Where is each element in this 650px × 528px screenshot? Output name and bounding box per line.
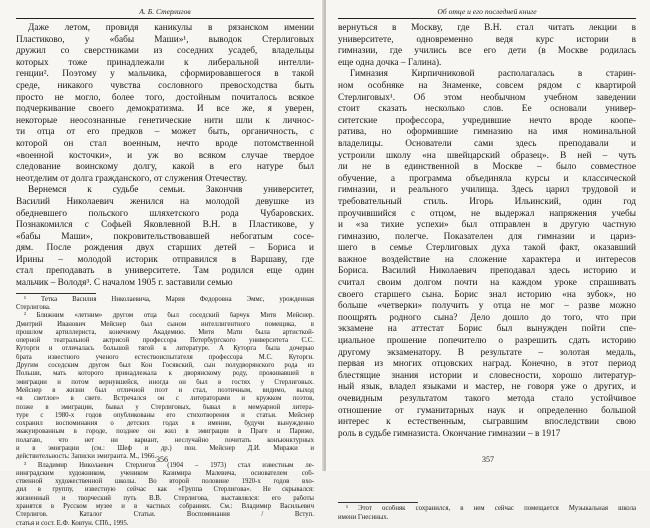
head-rule-right — [338, 18, 636, 19]
text-line: интерес к естественным, сыгравшим впоследствии свою — [338, 417, 636, 428]
footnote-line: Другим соседским другом был Кон Госявский, сын полудворянского рода из — [16, 362, 314, 370]
text-line: устроили школу «на швейцарский образец». В ней – чуть — [338, 150, 636, 161]
footnote-line: и в эмиграции (см.: Шеф и др.) пон. Мейснер Д.И. Миражи и — [16, 445, 314, 452]
text-line: мальчик – Володя³. С началом 1905 г. заставили семью — [16, 278, 233, 289]
footnote-line: Стерлигова. — [16, 303, 51, 311]
text-line: стал преподавать в университете. Там родился еще один — [16, 266, 314, 277]
text-line: больше «четверки» получить у отца не мог – разве можно — [338, 301, 636, 312]
left-page — [0, 0, 324, 527]
text-line: ратива, но оформившие гимназию на имя номинальной — [338, 127, 636, 138]
page-number-left: 356 — [156, 455, 168, 464]
footnote-line: статья и сост. Е.Ф. Ковтун. СПб., 1995. — [16, 519, 129, 527]
text-line: ли не в единственной в Москве – было совместное — [338, 162, 636, 173]
footnote-rule-left — [16, 293, 96, 294]
text-line: которых тоже принадлежали к либеральной интелли- — [16, 57, 314, 68]
text-line: первая из многих отцовских наград. Конечно, в этот период — [338, 359, 636, 370]
text-line: еще одна дочка – Галина). — [338, 57, 442, 68]
footnote-line: жизненный и творческий путь В.В. Стерлигова, выставлялся: его работы — [16, 494, 314, 502]
text-line: гимназии, и реального училища. Здесь царил трудовой и — [338, 185, 636, 196]
text-line: университете, одновременно ведя курс истории в — [338, 34, 636, 45]
text-line: просто не могло, более того, достойным почиталось всякое — [16, 92, 314, 103]
footnote-line: «в светлое» в свете. Встречался он с литераторами и кружком поэтов, — [16, 395, 314, 403]
text-line: блестящие знания истории и словесности, хорошо литератур- — [338, 370, 636, 381]
left-body-text — [16, 23, 314, 290]
footnote-line: оперной театральной актрисой профессора Петербургского университета С.С. — [16, 337, 314, 345]
text-line: генции². Поэтому у мальчика, сформировавшегося в такой — [16, 69, 314, 80]
footnote-line: Куторги и отличалась большой тягой к литературе. А Куторга была дочерью — [16, 345, 314, 353]
text-line: циальное прошение попечителю о разрешить сдать историю — [338, 336, 636, 347]
footnote-line: Стерлигов. Каталог Статьи. Воспоминания / Вступ. — [16, 511, 314, 519]
text-line: дям. После рождения двух старших детей – Бориса и — [16, 243, 314, 254]
footnote-line: Польши, мать которого принадлежала к дворянскому роду, проживавшей в — [16, 370, 314, 378]
text-line: обедневшего польского шляхетского рода Чубаровских. — [16, 208, 314, 219]
text-line: очевидным результатом такого метода стало устойчивое — [338, 394, 636, 404]
footnote-line: хранятся в Русском музее и в частных собраниях. См.: Владимир Васильевич — [16, 503, 314, 511]
text-line: дружил со сверстниками из соседних усадеб, владельцы — [16, 46, 314, 57]
right-body-text — [338, 23, 636, 440]
footnote-line: Мейснер в жизни был отличной поэт и стал, поэтичным, видимо, выход — [16, 386, 314, 394]
text-line: Познакомился с Софьей Яковлевной В.Н. в Пластикове, у — [16, 220, 314, 231]
footnote-line: полагаю, что нет ни вариант, неслучайно почитать конъюнктурных — [16, 436, 314, 444]
text-line: неотделим от долга гражданского, от служения Отечеству. — [16, 173, 248, 184]
text-line: своего старшего сына. Борис знал историю «на зубок», но — [338, 289, 636, 300]
text-line: «бабы Маши», покровительствовавшей небогатым сосе- — [16, 231, 314, 242]
text-line: экзамене на аттестат Борис был вынужден пойти спе- — [338, 324, 636, 335]
footnote-line: ¹ Этот особняк сохранился, в нем сейчас помещается Музыкальная школа — [346, 505, 636, 513]
text-line: роль в судьбе гимназиста. Окончание гимназии – в 1917 — [338, 428, 561, 439]
footnote-line: позже в эмиграции, бывал у Стерлиговых, бывал в мемуарной литера- — [16, 403, 314, 411]
text-line: шего в семье Стерлиговых духа такой факт, оказавший — [338, 243, 636, 254]
footnote-line: прошлом артиллериста, конечному Академию. Митя Мати была артисткой- — [16, 328, 314, 336]
text-line: и «за тихие успехи» был отправлен в другую частную — [338, 220, 636, 231]
footnote-line: ³ Владимир Николаевич Стерлигов (1904 – 1973) стал известным ле- — [24, 461, 314, 469]
text-line: Василий Николаевич женился на молодой девушке из — [16, 196, 314, 207]
footnote-line: ¹ Тетка Василия Николаевича, Мария Федоровна Эммс, урожденная — [24, 295, 314, 303]
footnote-line: брата известного ученого естествоиспытателя профессора М.С. Куторги. — [16, 353, 314, 361]
running-head-right: Об отце и его последней книге — [437, 7, 537, 16]
text-line: требовательный стиль. Игорь Ильинский, один год — [338, 196, 636, 207]
footnote-rule-right — [338, 502, 418, 503]
text-line: поощрять родного сына? Дело дошло до того, что при — [338, 312, 636, 323]
footnote-line: туре с 1980-х годов опубликованы его стихотворения и статьи. Мейснер — [16, 411, 314, 419]
text-line: вернуться в Москву, где В.Н. стал читать лекции в — [338, 23, 636, 33]
text-line: Стерлиговых¹. Об этом необычном учебном заведении — [338, 92, 636, 103]
text-line: отношение от гуманитарных наук и определенно большой — [338, 405, 636, 416]
left-footnotes — [16, 296, 314, 528]
text-line: Бориса. Василий Николаевич преподавал здесь историю и — [338, 266, 636, 277]
text-line: подчеркивание своего демократизма. И все же, я уверен, — [16, 104, 314, 115]
footnote-line: эвакуированным в городе, позднее он жил в эмиграции в Праге и Париже, — [16, 428, 314, 436]
text-line: Пластиково, у «бабы Маши»¹, выводок Стерлиговых — [16, 34, 314, 45]
text-line: обучение, а программа объединяла курсы и классической — [338, 173, 636, 184]
page-number-right: 357 — [482, 455, 494, 464]
text-line: следование воинскому долгу, какой в его натуре был — [16, 162, 314, 173]
text-line: среде, никакого чувства сословного превосходства быть — [16, 80, 314, 91]
running-head-left: А. Б. Стерлигов — [139, 7, 191, 16]
footnote-line: имени Гнесиных. — [338, 513, 389, 521]
head-rule-left — [16, 18, 314, 19]
text-line: гимназии, где учились все его дети (в Москве родилась — [338, 46, 636, 57]
text-line: некоторые неосознанные генетические нити шли к личнос- — [16, 115, 314, 126]
footnote-line: ² Ближним «летним» другом отца был соседский барчук Митя Мейснер. — [24, 312, 314, 320]
text-line: которой он стал военным, нечто вроде потомственной — [16, 138, 314, 149]
footnote-line: дил в группу, известную сейчас как «Группа Стерлигова». Не скрывался: — [16, 486, 314, 494]
text-line: считал своим долгом почти на каждом уроке спрашивать — [338, 278, 636, 289]
text-line: стоит сказать несколько слов. Ее основали универ- — [338, 104, 636, 115]
footnote-line: нинградским художником, учеником Казимира Малевича, основателем соб- — [16, 469, 314, 477]
right-page — [326, 0, 650, 521]
text-line: ный язык, владел языками и мастер, не говоря уже о других, и — [338, 382, 636, 393]
text-line: важное воздействие на сложение характера и интересов — [338, 254, 636, 265]
footnote-line: Дмитрий Иванович Мейснер был сыном интеллигентного помещика, в — [16, 320, 314, 328]
footnote-line: сохранил воспоминания о детских годах в имении, будучи вынужденно — [16, 420, 314, 428]
right-footnotes — [338, 505, 636, 522]
text-line: другому экзаменатору. В результате – золотая медаль, — [338, 347, 636, 358]
text-line: гимназию, полегче. Показателен для гимназии и цариз- — [338, 231, 636, 242]
text-line: «военной косточки», и уж во всяком случае твердое — [16, 150, 314, 161]
text-line: Вернемся к судьбе семьи. Закончив университет, — [28, 185, 314, 196]
text-line: Ирины – молодой историк отправился в Варшаву, где — [16, 254, 314, 265]
text-line: Гимназия Кирпичниковой располагалась в старин- — [350, 69, 636, 80]
text-line: Даже летом, провидя каникулы в рязанском имении — [28, 23, 314, 33]
text-line: ти отца от его предков – может быть, органичность, с — [16, 127, 314, 138]
text-line: ситетские профессора, учредившие нечто вроде коопе- — [338, 115, 636, 126]
text-line: владелицы. Основатели сами здесь преподавали и — [338, 138, 636, 149]
text-line: проучившийся с отцом, не выдержал напряжения учебы — [338, 208, 636, 219]
footnote-line: действительность: Записки эмигранта. М., 1966. — [16, 453, 157, 461]
text-line: ном особняке на Знаменке, совсем рядом с квартирой — [338, 80, 636, 91]
footnote-line: ственной художественной школы. Во второй половине 1920-х годов вхо- — [16, 478, 314, 486]
footnote-line: эмиграции и потом вернувшейся, иногда он был в гостях у Стерлиговых. — [16, 378, 314, 386]
